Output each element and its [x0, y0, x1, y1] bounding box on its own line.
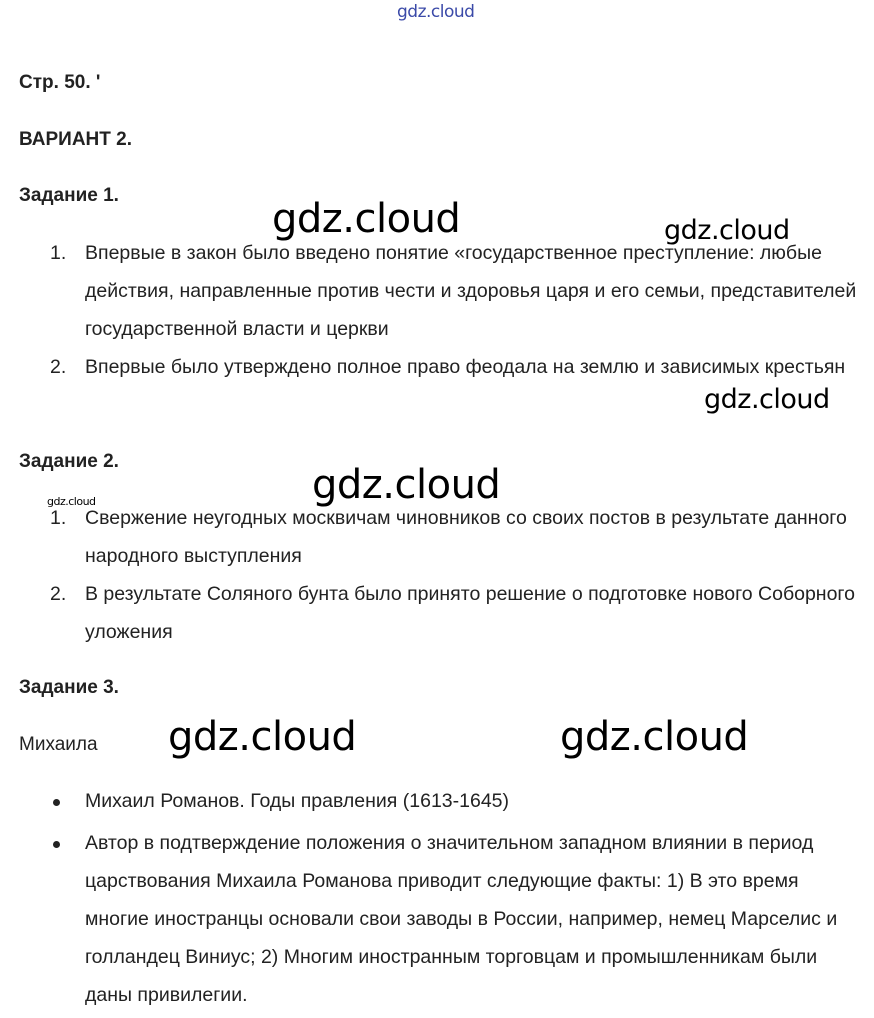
watermark-medium: gdz.cloud — [664, 215, 790, 246]
bullet-icon — [53, 799, 60, 806]
task1-heading: Задание 1. — [19, 185, 119, 206]
list-number: 1. — [50, 507, 67, 529]
task3-intro: Михаила — [19, 734, 98, 755]
task2-heading: Задание 2. — [19, 451, 119, 472]
task3-heading: Задание 3. — [19, 677, 119, 698]
list-item-text: Автор в подтверждение положения о значительном западном влиянии в период царствования Михаила Романова приводит следующие факты: 1) В это время многие иностранцы основали свои заводы в России, например, немец Марселис и голландец Виниус; 2) Многим иностранным торговцам и промышленникам были даны привилегии. — [85, 832, 838, 1006]
list-item-text: Впервые было утверждено полное право феодала на землю и зависимых крестьян — [85, 356, 846, 378]
watermark-large: gdz.cloud — [312, 462, 501, 508]
watermark-large: gdz.cloud — [272, 196, 461, 242]
watermark-small: gdz.cloud — [47, 495, 96, 508]
list-item-text: Свержение неугодных москвичам чиновников со своих постов в результате данного народного выступления — [85, 507, 847, 567]
page-reference: Стр. 50. ' — [19, 72, 101, 93]
variant-heading: ВАРИАНТ 2. — [19, 129, 132, 150]
watermark-large: gdz.cloud — [560, 714, 749, 760]
task2-item-2 — [0, 575, 874, 651]
task2-item-1 — [0, 499, 874, 575]
list-number: 2. — [50, 583, 67, 605]
list-item-text: В результате Соляного бунта было принято решение о подготовке нового Соборного уложения — [85, 583, 855, 643]
list-number: 1. — [50, 242, 67, 264]
task1-item-1 — [0, 234, 874, 348]
list-number: 2. — [50, 356, 67, 378]
task3-item-2 — [0, 824, 874, 1014]
list-item-text: Впервые в закон было введено понятие «государственное преступление: любые действия, направленные против чести и здоровья царя и его семьи, представителей государственной власти и церкви — [85, 242, 857, 340]
list-item-text: Михаил Романов. Годы правления (1613-1645) — [85, 790, 510, 812]
bullet-icon — [53, 841, 60, 848]
watermark-medium: gdz.cloud — [704, 384, 830, 415]
watermark-large: gdz.cloud — [168, 714, 357, 760]
task3-item-1 — [0, 782, 874, 820]
watermark-top: gdz.cloud — [397, 2, 475, 22]
